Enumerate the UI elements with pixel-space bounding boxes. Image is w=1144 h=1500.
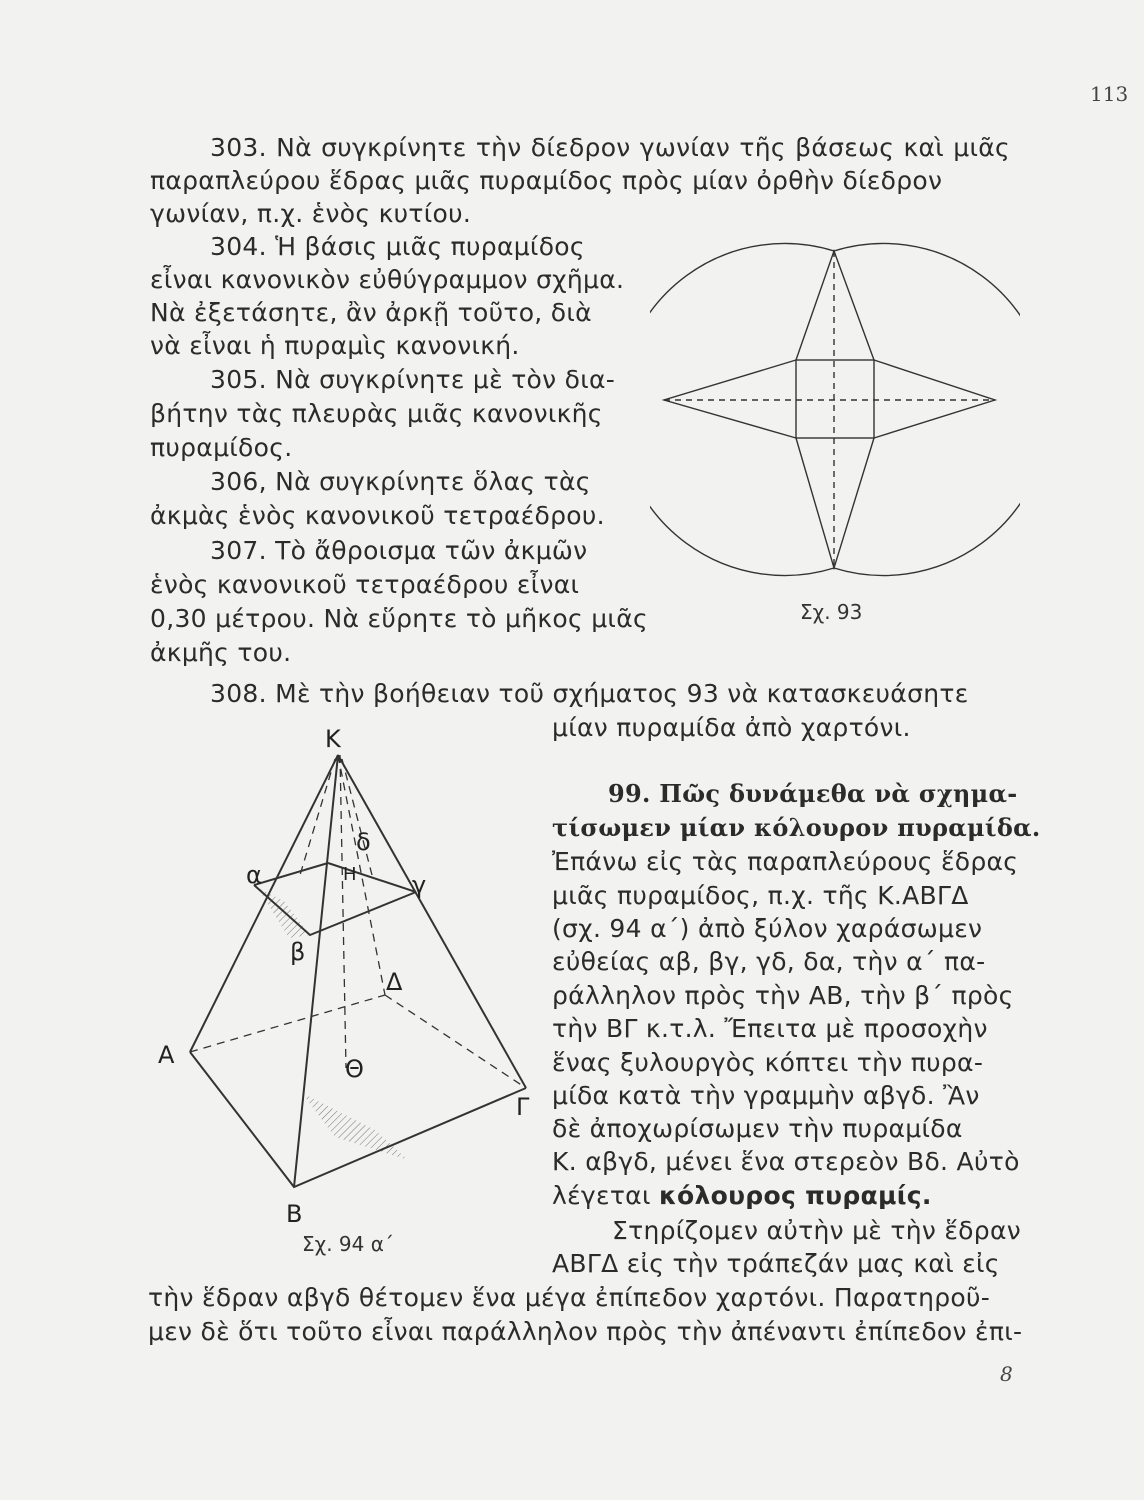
text-line: ἀκμῆς του. bbox=[150, 638, 292, 667]
section-d-g bbox=[328, 863, 416, 892]
text-line: 308. Μὲ τὴν βοήθειαν τοῦ σχήματος 93 νὰ κατασκευάσητε bbox=[210, 679, 969, 708]
text-line: πυραμίδος. bbox=[150, 433, 293, 462]
signature-mark: 8 bbox=[1000, 1362, 1013, 1386]
text-line: Νὰ ἐξετάσητε, ἂν ἀρκῇ τοῦτο, διὰ bbox=[150, 298, 592, 327]
section-a-d bbox=[254, 863, 328, 885]
right-face bbox=[874, 360, 995, 438]
figure-93-caption: Σχ. 93 bbox=[800, 600, 863, 624]
text-line: γωνίαν, π.χ. ἑνὸς κυτίου. bbox=[150, 199, 472, 228]
figure-93-net-diagram bbox=[650, 225, 1020, 595]
text-line: 0,30 μέτρου. Νὰ εὕρητε τὸ μῆκος μιᾶς bbox=[150, 604, 648, 633]
shade-lower bbox=[302, 1093, 408, 1160]
bottom-face bbox=[796, 438, 874, 568]
label-h: Η bbox=[343, 864, 357, 885]
text-line: βήτην τὰς πλευρὰς μιᾶς κανονικῆς bbox=[150, 399, 603, 428]
text-line: Ἐπάνω εἰς τὰς παραπλεύρους ἕδρας bbox=[552, 847, 1019, 876]
right-arc bbox=[834, 243, 1020, 575]
left-face bbox=[664, 360, 796, 438]
label-K: Κ bbox=[325, 725, 341, 753]
text-line: τὴν ΒΓ κ.τ.λ. Ἔπειτα μὲ προσοχὴν bbox=[552, 1014, 988, 1043]
page-number: 113 bbox=[1090, 82, 1129, 106]
text-line: Στηρίζομεν αὐτὴν μὲ τὴν ἕδραν bbox=[612, 1216, 1021, 1245]
term-bold: κόλουρος πυραμίς. bbox=[658, 1181, 932, 1210]
term-prefix: λέγεται bbox=[552, 1181, 651, 1210]
figure-94a-caption: Σχ. 94 α΄ bbox=[302, 1232, 394, 1256]
text-line: 305. Νὰ συγκρίνητε μὲ τὸν δια- bbox=[210, 365, 616, 394]
text-line: ἕνας ξυλουργὸς κόπτει τὴν πυρα- bbox=[552, 1048, 984, 1077]
text-line: μίαν πυραμίδα ἀπὸ χαρτόνι. bbox=[552, 713, 911, 742]
label-D: Δ bbox=[386, 968, 403, 996]
label-a: α bbox=[246, 861, 262, 889]
edge-K-G bbox=[338, 755, 526, 1088]
text-line: νὰ εἶναι ἡ πυραμὶς κανονική. bbox=[150, 331, 520, 360]
text-line: 307. Τὸ ἄθροισμα τῶν ἀκμῶν bbox=[210, 536, 588, 565]
left-arc bbox=[650, 243, 834, 575]
text-line: ΑΒΓΔ εἰς τὴν τράπεζάν μας καὶ εἰς bbox=[552, 1249, 1000, 1278]
text-line: 304. Ἡ βάσις μιᾶς πυραμίδος bbox=[210, 232, 585, 261]
aux-line-left bbox=[300, 759, 335, 875]
height-K-Th bbox=[340, 755, 346, 1068]
label-g: γ bbox=[412, 871, 427, 899]
figure-94a-pyramid bbox=[150, 725, 550, 1245]
section-heading: τίσωμεν μίαν κόλουρον πυραμίδα. bbox=[552, 813, 1041, 842]
text-line: (σχ. 94 α΄) ἀπὸ ξύλον χαράσωμεν bbox=[552, 914, 983, 943]
text-line: ἀκμὰς ἑνὸς κανονικοῦ τετραέδρου. bbox=[150, 501, 605, 530]
section-heading: 99. Πῶς δυνάμεθα νὰ σχημα- bbox=[608, 779, 1018, 808]
label-B: Β bbox=[286, 1200, 303, 1228]
text-line: ράλληλον πρὸς τὴν ΑΒ, τὴν β΄ πρὸς bbox=[552, 981, 1014, 1010]
edge-D-G-hidden bbox=[385, 995, 526, 1088]
text-line: δὲ ἀποχωρίσωμεν τὴν πυραμίδα bbox=[552, 1114, 963, 1143]
text-line: 303. Νὰ συγκρίνητε τὴν δίεδρον γωνίαν τῆς βάσεως καὶ μιᾶς bbox=[210, 133, 1010, 162]
edge-K-A bbox=[190, 755, 338, 1052]
term-line bbox=[552, 1180, 932, 1212]
text-line: παραπλεύρου ἕδρας μιᾶς πυραμίδος πρὸς μίαν ὀρθὴν δίεδρον bbox=[150, 166, 943, 195]
text-line: εἶναι κανονικὸν εὐθύγραμμον σχῆμα. bbox=[150, 265, 625, 294]
text-line: μεν δὲ ὅτι τοῦτο εἶναι παράλληλον πρὸς τὴν ἀπέναντι ἐπίπεδον ἐπι- bbox=[148, 1317, 1023, 1346]
text-line: μίδα κατὰ τὴν γραμμὴν αβγδ. Ἂν bbox=[552, 1081, 980, 1110]
top-face bbox=[796, 251, 874, 360]
text-line: 306, Νὰ συγκρίνητε ὅλας τὰς bbox=[210, 467, 591, 496]
aux-line-right bbox=[342, 759, 372, 875]
base-square bbox=[796, 360, 874, 438]
text-line: Κ. αβγδ, μένει ἕνα στερεὸν Βδ. Αὐτὸ bbox=[552, 1147, 1020, 1176]
label-A: Α bbox=[158, 1041, 175, 1069]
label-G: Γ bbox=[516, 1093, 530, 1121]
text-line: τὴν ἕδραν αβγδ θέτομεν ἕνα μέγα ἐπίπεδον χαρτόνι. Παρατηροῦ- bbox=[148, 1283, 991, 1312]
text-line: εὐθείας αβ, βγ, γδ, δα, τὴν α΄ πα- bbox=[552, 947, 986, 976]
text-line: ἑνὸς κανονικοῦ τετραέδρου εἶναι bbox=[150, 570, 580, 599]
text-line: μιᾶς πυραμίδος, π.χ. τῆς Κ.ΑΒΓΔ bbox=[552, 881, 969, 910]
edge-A-D-hidden bbox=[190, 995, 385, 1052]
label-b: β bbox=[290, 938, 306, 966]
label-d: δ bbox=[356, 828, 371, 856]
label-Th: Θ bbox=[345, 1055, 364, 1083]
